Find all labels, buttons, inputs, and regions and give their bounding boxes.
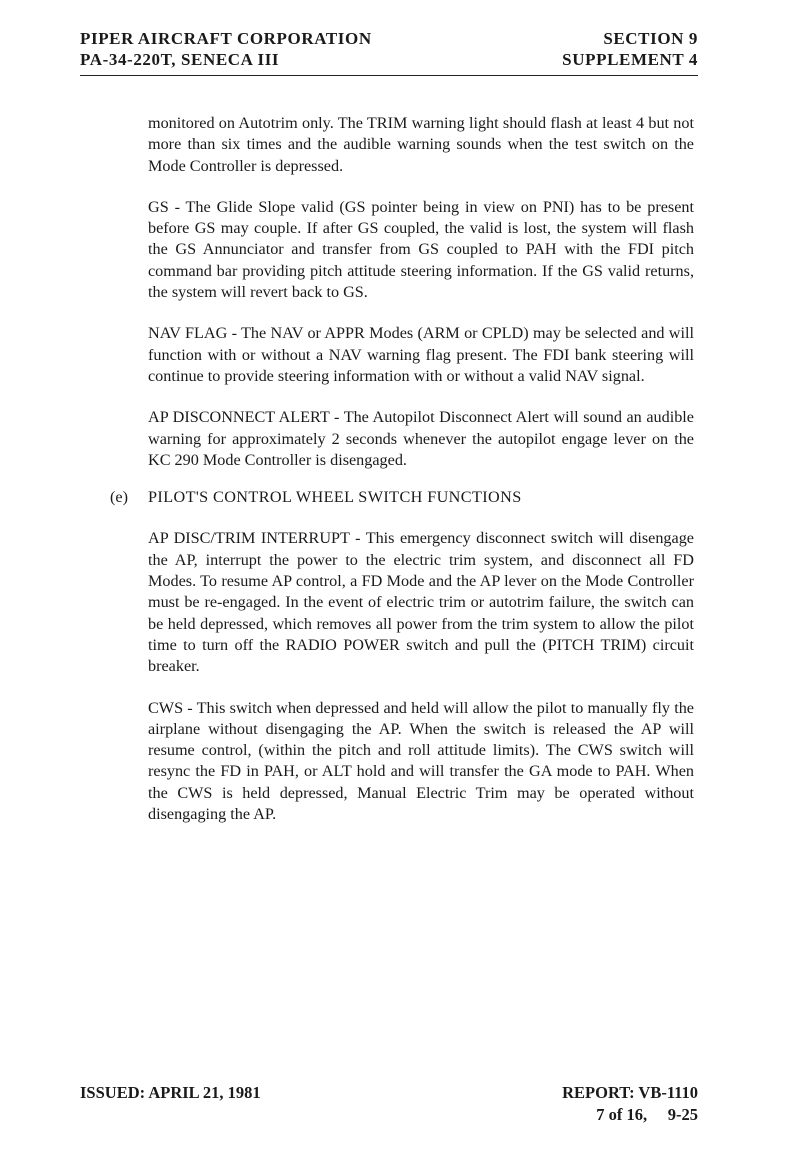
header-divider bbox=[80, 75, 698, 76]
section-number: SECTION 9 bbox=[603, 29, 698, 48]
aircraft-model: PA-34-220T, SENECA III bbox=[80, 50, 280, 69]
spacer bbox=[148, 471, 694, 487]
report-number: REPORT: VB-1110 bbox=[562, 1083, 698, 1102]
section-heading bbox=[110, 487, 694, 508]
header-left bbox=[80, 28, 372, 70]
page-header bbox=[80, 28, 698, 74]
section-title: PILOT'S CONTROL WHEEL SWITCH FUNCTIONS bbox=[148, 488, 522, 507]
manufacturer-title: PIPER AIRCRAFT CORPORATION bbox=[80, 29, 372, 48]
header-right bbox=[562, 28, 698, 70]
spacer bbox=[148, 303, 694, 323]
spacer bbox=[148, 387, 694, 407]
paragraph-ap-disconnect-alert: AP DISCONNECT ALERT - The Autopilot Disconnect Alert will sound an audible warning for approximately 2 seconds whenever the autopilot engage lever on the KC 290 Mode Controller is disengaged. bbox=[148, 408, 694, 469]
page-number: 7 of 16, 9-25 bbox=[596, 1105, 698, 1124]
supplement-number: SUPPLEMENT 4 bbox=[562, 50, 698, 69]
document-body bbox=[110, 113, 694, 825]
paragraph-ap-disc-trim-interrupt: AP DISC/TRIM INTERRUPT - This emergency disconnect switch will disengage the AP, interrupt the power to the electric trim system, and disconnect all FD Modes. To resume AP control, a FD Mode and the AP lever on the Mode Controller must be re-engaged. In the event of electric trim or autotrim failure, the switch can be held depressed, which removes all power from the trim system to allow the pilot time to turn off the RADIO POWER switch and pull the (PITCH TRIM) circuit breaker. bbox=[148, 529, 694, 676]
section-label: (e) bbox=[110, 488, 128, 507]
issued-date: ISSUED: APRIL 21, 1981 bbox=[80, 1083, 261, 1102]
spacer bbox=[148, 508, 694, 528]
paragraph-cws: CWS - This switch when depressed and held will allow the pilot to manually fly the airplane without disengaging the AP. When the switch is released the AP will resume control, (within the pitch and roll attitude limits). The CWS switch will resync the FD in PAH, or ALT hold and will transfer the GA mode to PAH. When the CWS is held depressed, Manual Electric Trim may be operated without disengaging the AP. bbox=[148, 698, 694, 824]
spacer bbox=[148, 678, 694, 698]
paragraph-autotrim: monitored on Autotrim only. The TRIM warning light should flash at least 4 but not more than six times and the audible warning sounds when the test switch on the Mode Controller is depressed. bbox=[148, 114, 694, 175]
spacer bbox=[148, 177, 694, 197]
paragraph-glide-slope: GS - The Glide Slope valid (GS pointer being in view on PNI) has to be present before GS may couple. If after GS coupled, the valid is lost, the system will flash the GS Annunciator and transfer from GS coupled to PAH with the FDI pitch command bar providing pitch attitude steering information. If the GS valid returns, the system will revert back to GS. bbox=[148, 197, 694, 302]
paragraph-nav-flag: NAV FLAG - The NAV or APPR Modes (ARM or CPLD) may be selected and will function with or without a NAV warning flag present. The FDI bank steering will continue to provide steering information with or without a valid NAV signal. bbox=[148, 324, 694, 385]
